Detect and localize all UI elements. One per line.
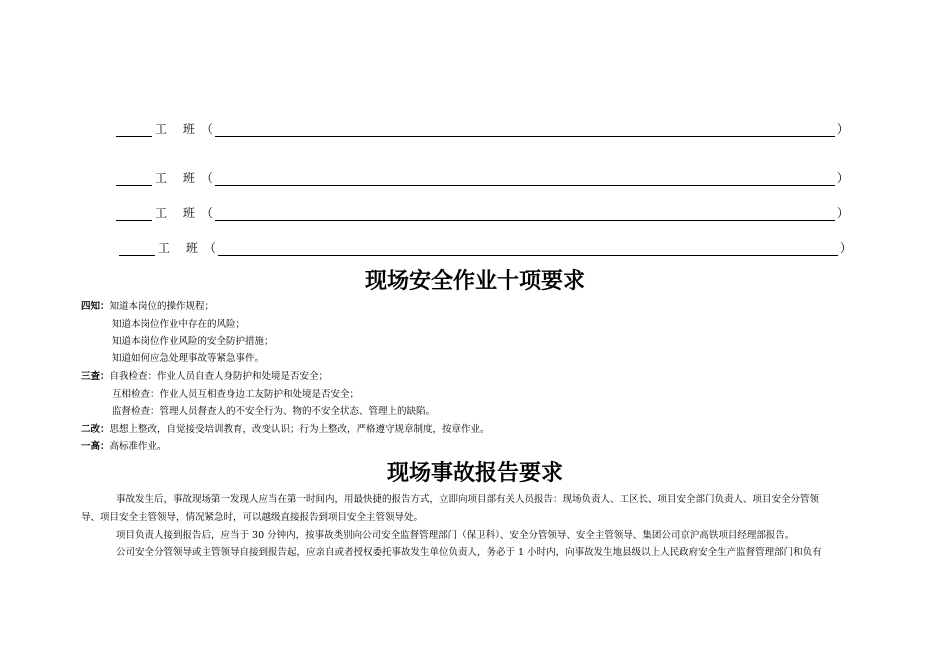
report-paragraph: 事故发生后，事故现场第一发现人应当在第一时间内，用最快捷的报告方式，立即向项目部有关人员报告：现场负责人、工区长、项目安全部门负责人、项目安全分管领 — [116, 494, 820, 505]
team-line-1 — [116, 121, 849, 137]
report-paragraph: 导、项目安全主管领导，情况紧急时，可以越级直接报告到项目安全主管领导处。 — [81, 512, 424, 523]
report-paragraph: 项目负责人接到报告后，应当于 30 分钟内，按事故类别向公司安全监督管理部门（保卫科）、安全分管领导、安全主管领导、集团公司京沪高铁项目经理部报告。 — [116, 530, 795, 541]
si-zhi-item: 知道本岗位作业中存在的风险； — [112, 319, 246, 330]
open-paren: （ — [200, 171, 213, 185]
san-cha-item: 监督检查：管理人员督查人的不安全行为、物的不安全状态、管理上的缺陷。 — [112, 406, 436, 417]
san-cha-item: 互相检查：作业人员互相查身边工友防护和处境是否安全； — [112, 389, 360, 400]
san-cha-item: 自我检查：作业人员自查人身防护和处境是否安全； — [109, 371, 329, 382]
san-cha-label: 三查： — [81, 371, 110, 382]
team-members-blank[interactable] — [215, 122, 835, 137]
er-gai-label: 二改： — [81, 424, 110, 435]
san-cha-line-1 — [81, 370, 328, 384]
open-paren: （ — [200, 122, 213, 136]
close-paren: ） — [839, 241, 852, 255]
team-name-blank[interactable] — [116, 171, 152, 186]
team-line-2 — [116, 170, 849, 186]
team-name-blank[interactable] — [119, 241, 155, 256]
close-paren: ） — [836, 206, 849, 220]
er-gai-text: 思想上整改，自觉接受培训教育，改变认识；行为上整改，严格遵守规章制度，按章作业。 — [109, 424, 490, 435]
team-name-blank[interactable] — [116, 206, 152, 221]
yi-gao-text: 高标准作业。 — [109, 441, 167, 452]
si-zhi-line-1 — [81, 300, 214, 314]
er-gai-line — [81, 423, 490, 437]
team-label: 工 班 — [155, 206, 201, 220]
si-zhi-label: 四知： — [81, 301, 110, 312]
team-label: 工 班 — [155, 171, 201, 185]
team-line-3 — [116, 205, 849, 221]
report-paragraph: 公司安全分管领导或主管领导自接到报告起，应亲自或者授权委托事故发生单位负责人，务必于 1 小时内，向事故发生地县级以上人民政府安全生产监督管理部门和负有 — [116, 547, 822, 558]
team-members-blank[interactable] — [215, 171, 835, 186]
si-zhi-item: 知道本岗位的操作规程； — [109, 301, 215, 312]
yi-gao-label: 一高： — [81, 441, 110, 452]
team-name-blank[interactable] — [116, 122, 152, 137]
team-members-blank[interactable] — [218, 241, 838, 256]
close-paren: ） — [836, 171, 849, 185]
close-paren: ） — [836, 122, 849, 136]
team-line-4 — [119, 240, 852, 256]
team-members-blank[interactable] — [215, 206, 835, 221]
section2-title: 现场事故报告要求 — [386, 461, 563, 486]
open-paren: （ — [203, 241, 216, 255]
open-paren: （ — [200, 206, 213, 220]
section1-title: 现场安全作业十项要求 — [364, 269, 585, 294]
yi-gao-line — [81, 440, 167, 454]
team-label: 工 班 — [155, 122, 201, 136]
team-label: 工 班 — [158, 241, 204, 255]
si-zhi-item: 知道本岗位作业风险的安全防护措施； — [112, 336, 274, 347]
si-zhi-item: 知道如何应急处理事故等紧急事件。 — [112, 353, 265, 364]
